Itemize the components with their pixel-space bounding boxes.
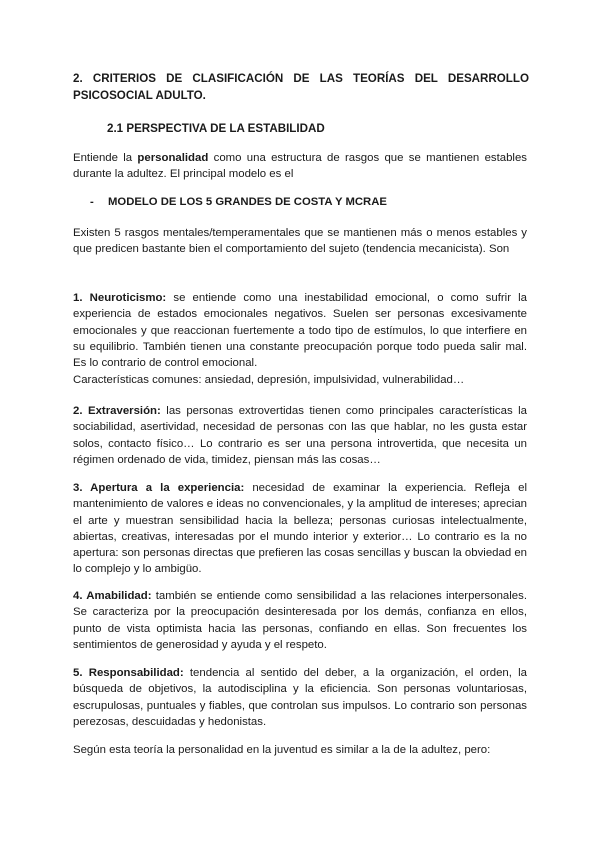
trait-title: 3. Apertura a la experiencia: (73, 482, 245, 494)
trait-title: 1. Neuroticismo: (73, 292, 167, 304)
trait-text: también se entiende como sensibilidad a las relaciones interpersonales. Se caracteriza por la preocupación desinteresada por los demás, confianza en ellos, punto de vista optimista hacia las personas, confiando en ellas. Son frecuentes los sentimientos de generosidad y ayuda y el respeto. (73, 590, 527, 651)
section-heading: 2. CRITERIOS DE CLASIFICACIÓN DE LAS TEORÍAS DEL DESARROLLO PSICOSOCIAL ADULTO. (73, 72, 529, 102)
trait-text: las personas extrovertidas tienen como principales características la sociabilidad, asertividad, necesidad de personas con las que hablar, no les gusta estar solos, contacto físico… Lo contrario es ser una persona introvertida, que necesita un régimen ordenado de vida, timidez, piensan más las cosas… (73, 405, 527, 466)
trait-conscientiousness (73, 665, 527, 730)
closing-paragraph: Según esta teoría la personalidad en la juventud es similar a la de la adultez, pero: (73, 744, 491, 756)
trait-openness (73, 480, 527, 578)
trait-title: 5. Responsabilidad: (73, 667, 184, 679)
trait-text: tendencia al sentido del deber, a la organización, el orden, la búsqueda de objetivos, la autodisciplina y la eficiencia. Son personas voluntariosas, escrupulosas, puntuales y fiables, que controlan sus impulsos. Lo contrario son personas perezosas, descuidadas y hedonistas. (73, 667, 527, 728)
intro-paragraph (73, 150, 527, 183)
trait-agreeableness (73, 588, 527, 653)
trait-extraversion (73, 403, 527, 468)
trait-neuroticism (73, 290, 527, 371)
trait-title: 2. Extraversión: (73, 405, 161, 417)
intro-text-before: Entiende la (73, 152, 138, 164)
intro-keyword: personalidad (137, 152, 209, 164)
intro-text-after: como una estructura de rasgos que se mantienen estables durante la adultez. El principal modelo es el (73, 152, 527, 181)
trait-text: necesidad de examinar la experiencia. Refleja el mantenimiento de valores e ideas no convencionales, y la amplitud de intereses; aprecian el arte y muestran sensibilidad hacia la belleza; personas curiosas intelectualmente, abiertas, creativas, interesadas por el mundo interior y exterior… Lo contrario es la no apertura: son personas directas que prefieren las cosas sencillas y buscan la obviedad en lo complejo y lo ambigüo. (73, 482, 527, 576)
neuroticism-characteristics: Características comunes: ansiedad, depresión, impulsividad, vulnerabilidad… (73, 374, 465, 386)
trait-text: se entiende como una inestabilidad emocional, o como sufrir la experiencia de estados emocionales negativos. Suelen ser personas excesivamente emocionales y que reaccionan fuertemente a todo tipo de estímulos, lo que interfiere en su equilibrio. También tienen una constante preocupación porque todo pueda salir mal. Es lo contrario de control emocional. (73, 292, 527, 370)
model-intro-paragraph: Existen 5 rasgos mentales/temperamentales que se mantienen más o menos estables y que predicen bastante bien el comportamiento del sujeto (tendencia mecanicista). Son (73, 227, 527, 256)
subsection-heading: 2.1 PERSPECTIVA DE LA ESTABILIDAD (107, 122, 325, 135)
trait-title: 4. Amabilidad: (73, 590, 152, 602)
model-bullet-label: MODELO DE LOS 5 GRANDES DE COSTA Y MCRAE (108, 196, 387, 208)
model-bullet (90, 194, 387, 210)
bullet-dash: - (90, 196, 94, 208)
